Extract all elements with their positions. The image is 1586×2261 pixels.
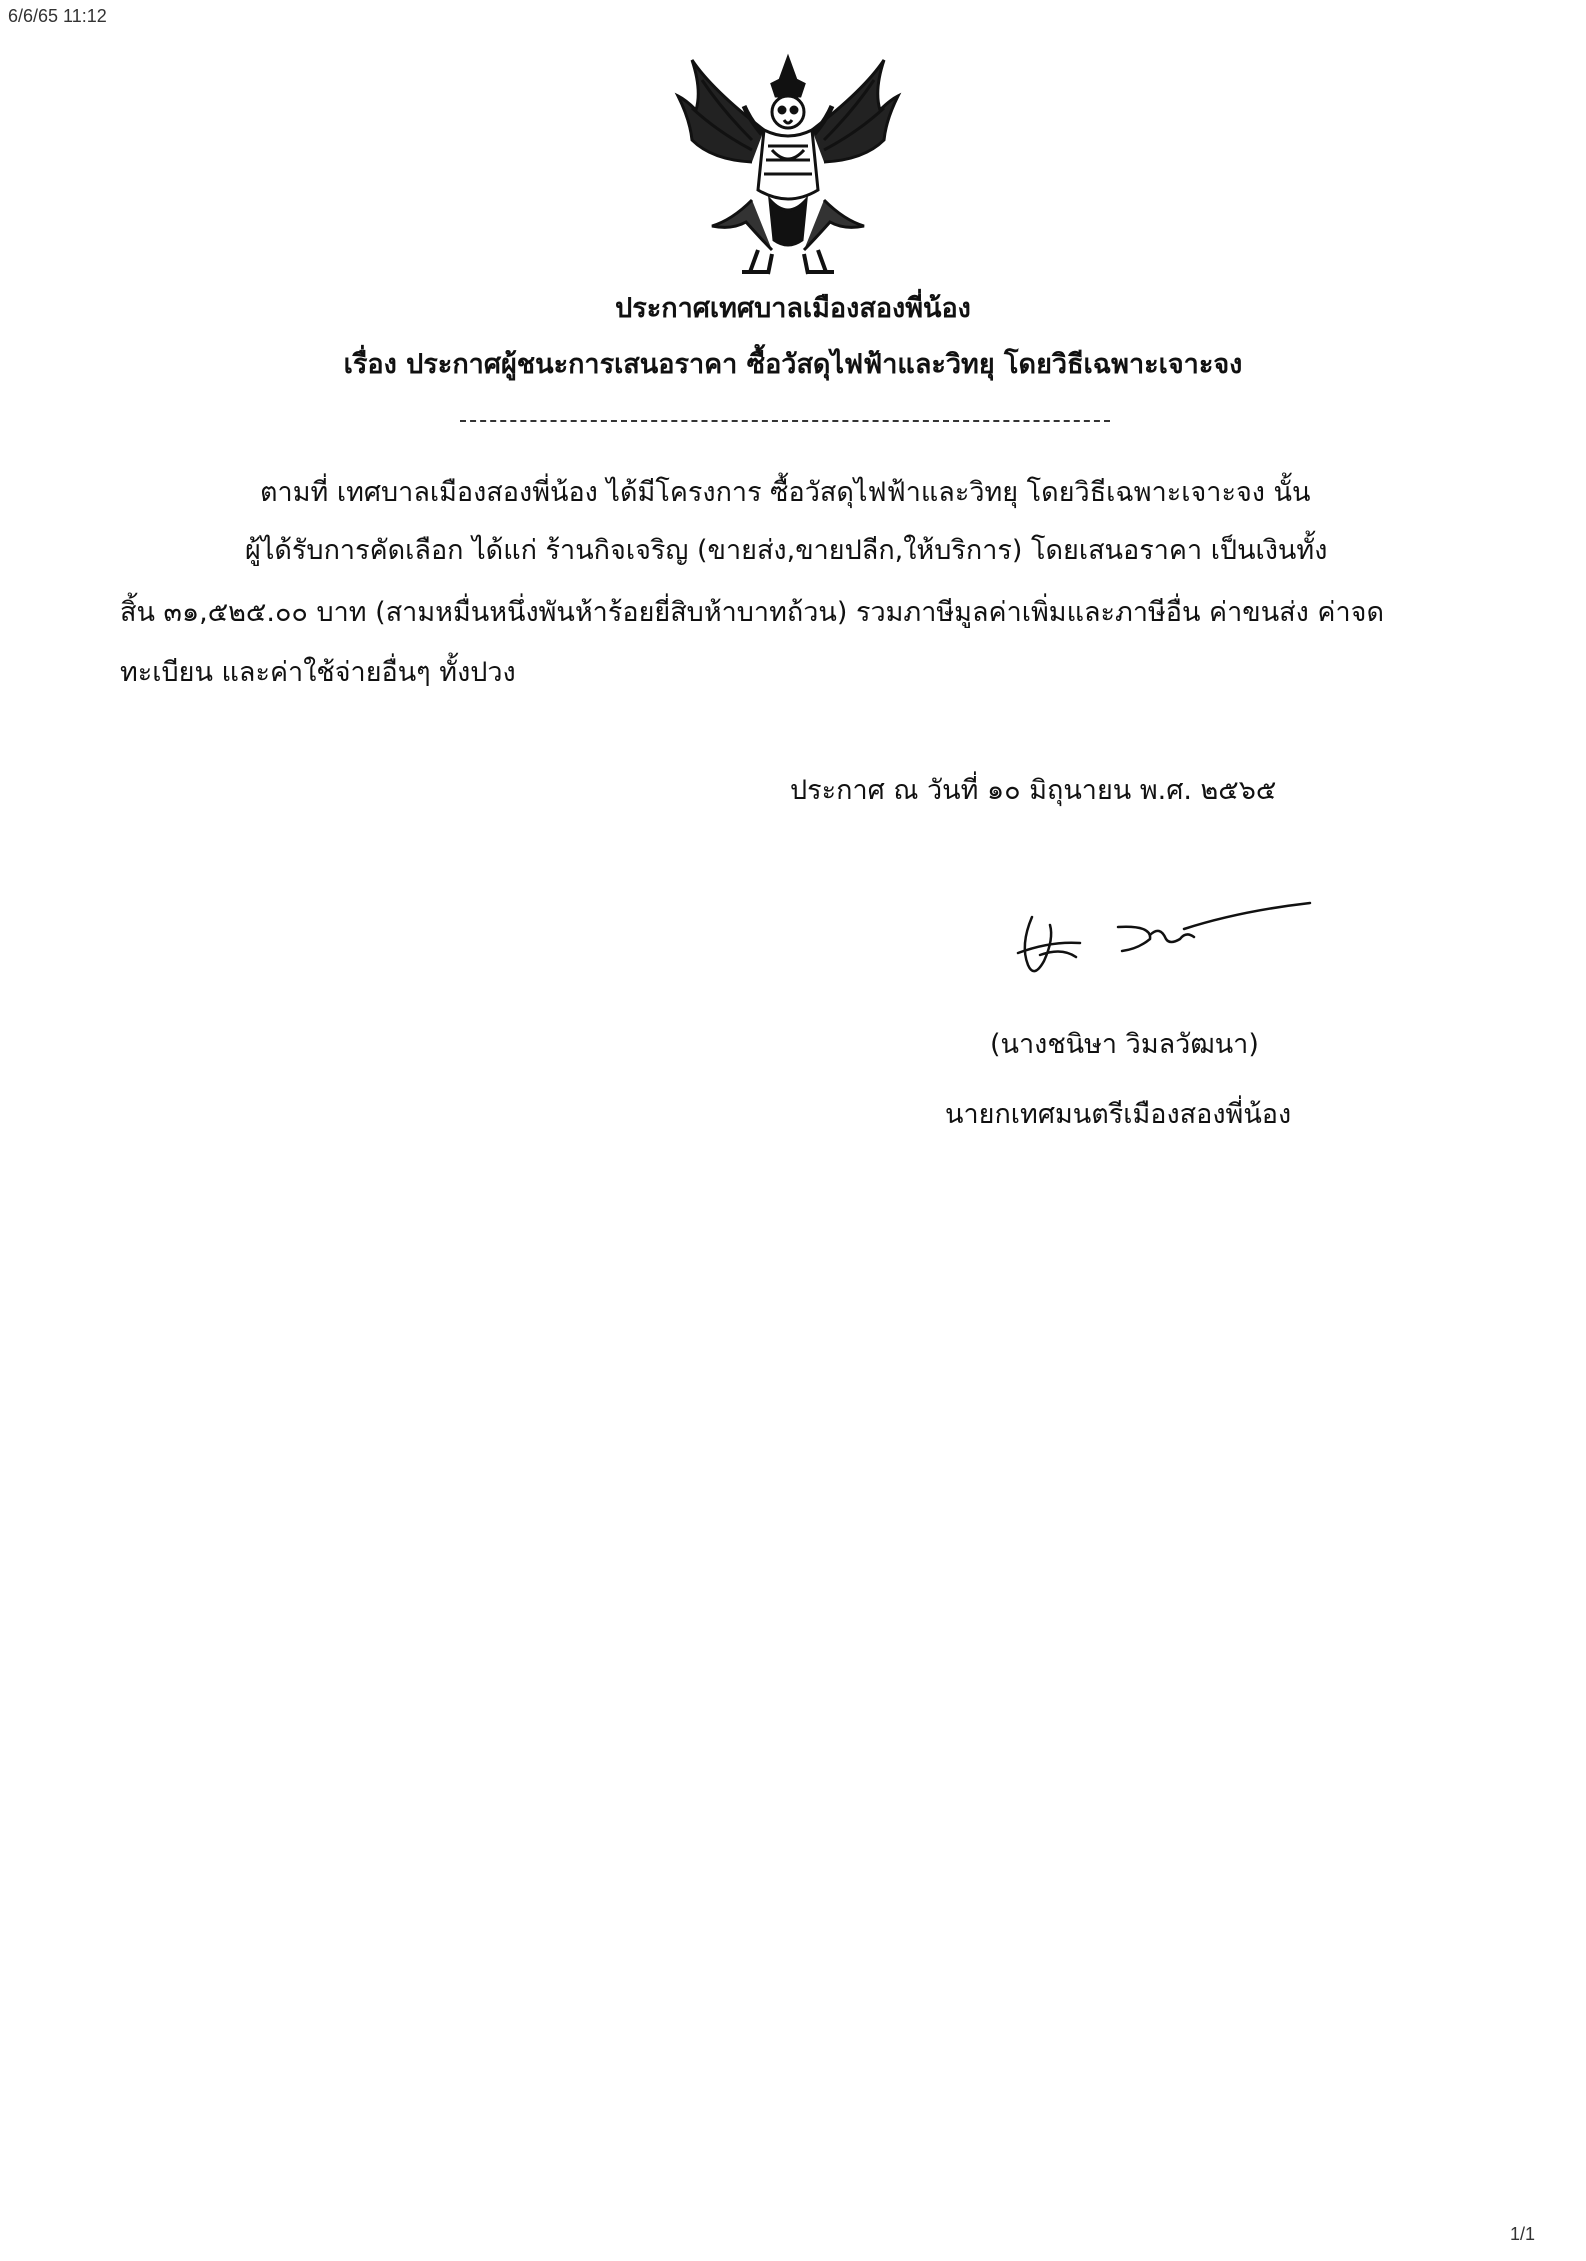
handwritten-signature xyxy=(1010,895,1330,985)
garuda-emblem-icon xyxy=(672,50,904,278)
announcement-date: ประกาศ ณ วันที่ ๑๐ มิถุนายน พ.ศ. ๒๕๖๕ xyxy=(790,775,1277,806)
body-line-3: สิ้น ๓๑,๕๒๕.๐๐ บาท (สามหมื่นหนึ่งพันห้าร้อยยี่สิบห้าบาทถ้วน) รวมภาษีมูลค่าเพิ่มและภาษีอื่น ค่าขนส่ง ค่าจด xyxy=(120,597,1384,628)
signatory-name: (นางชนิษา วิมลวัฒนา) xyxy=(990,1029,1259,1060)
signatory-position: นายกเทศมนตรีเมืองสองพี่น้อง xyxy=(945,1099,1292,1130)
body-line-1: ตามที่ เทศบาลเมืองสองพี่น้อง ได้มีโครงการ ซื้อวัสดุไฟฟ้าและวิทยุ โดยวิธีเฉพาะเจาะจง นั้น xyxy=(260,477,1311,508)
body-line-4: ทะเบียน และค่าใช้จ่ายอื่นๆ ทั้งปวง xyxy=(120,657,516,688)
body-line-2: ผู้ได้รับการคัดเลือก ได้แก่ ร้านกิจเจริญ (ขายส่ง,ขายปลีก,ให้บริการ) โดยเสนอราคา เป็นเงินทั้ง xyxy=(245,535,1328,566)
dashed-divider xyxy=(460,420,1110,422)
subject-heading: เรื่อง ประกาศผู้ชนะการเสนอราคา ซื้อวัสดุไฟฟ้าและวิทยุ โดยวิธีเฉพาะเจาะจง xyxy=(343,349,1243,380)
office-heading: ประกาศเทศบาลเมืองสองพี่น้อง xyxy=(615,293,971,324)
page-number: 1/1 xyxy=(1510,2224,1536,2244)
print-timestamp: 6/6/65 11:12 xyxy=(8,6,107,26)
